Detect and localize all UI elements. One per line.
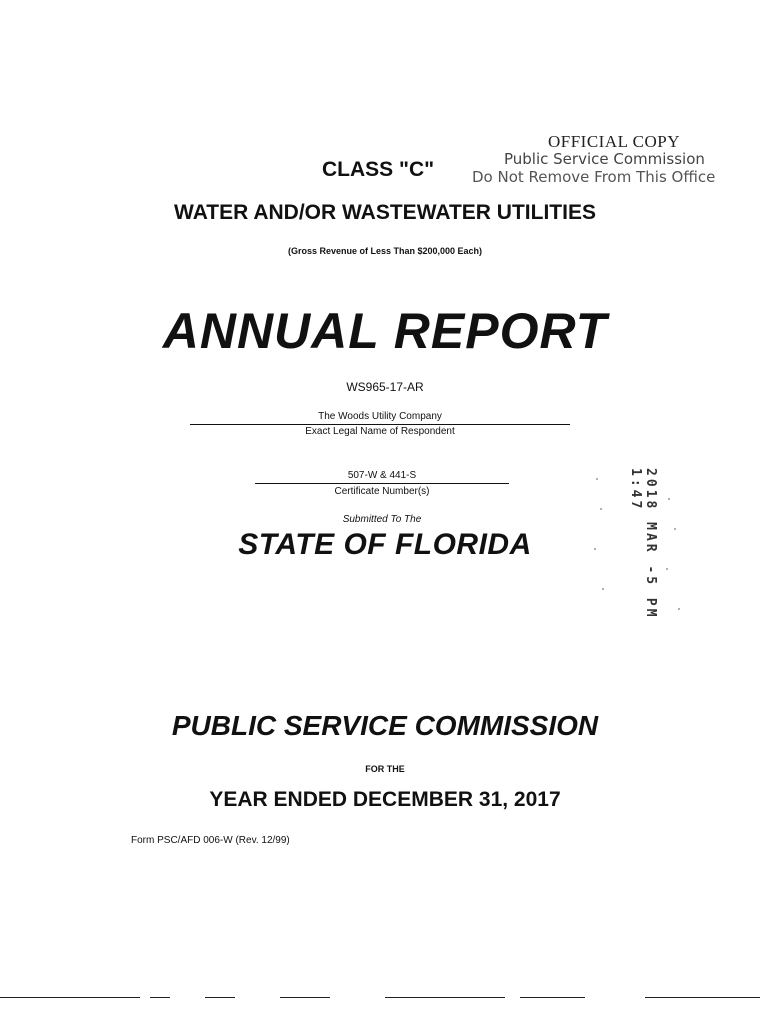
stamp-line-do-not-remove: Do Not Remove From This Office	[472, 168, 716, 186]
stamp-speck	[602, 588, 604, 590]
respondent-rule	[190, 424, 570, 425]
submitted-to-label: Submitted To The	[342, 514, 422, 525]
date-stamp-text: 2018 MAR -5 PM 1:47	[628, 468, 658, 620]
respondent-name: The Woods Utility Company	[318, 411, 442, 422]
form-number: Form PSC/AFD 006-W (Rev. 12/99)	[131, 835, 290, 846]
footer-rule	[150, 997, 170, 998]
state-name: STATE OF FLORIDA	[238, 528, 532, 561]
respondent-label: Exact Legal Name of Respondent	[305, 426, 455, 437]
footer-rule	[385, 997, 505, 998]
report-id: WS965-17-AR	[346, 380, 424, 394]
commission-heading: PUBLIC SERVICE COMMISSION	[171, 710, 599, 741]
official-copy-stamp	[470, 132, 770, 202]
stamp-line-commission: Public Service Commission	[504, 150, 705, 168]
stamp-speck	[600, 508, 602, 510]
stamp-speck	[666, 568, 668, 570]
footer-rule	[0, 997, 140, 998]
report-title: ANNUAL REPORT	[162, 303, 608, 359]
footer-rule	[645, 997, 760, 998]
stamp-speck	[596, 478, 598, 480]
utilities-heading: WATER AND/OR WASTEWATER UTILITIES	[174, 201, 596, 224]
received-date-stamp	[588, 468, 688, 628]
gross-revenue-note: (Gross Revenue of Less Than $200,000 Each)	[287, 246, 483, 256]
year-ended-heading: YEAR ENDED DECEMBER 31, 2017	[209, 788, 561, 811]
stamp-speck	[674, 528, 676, 530]
stamp-speck	[678, 608, 680, 610]
stamp-speck	[594, 548, 596, 550]
class-heading: CLASS "C"	[322, 158, 435, 181]
certificate-numbers: 507-W & 441-S	[347, 470, 417, 481]
footer-rule	[520, 997, 585, 998]
footer-rule	[280, 997, 330, 998]
certificate-rule	[255, 483, 509, 484]
certificate-label: Certificate Number(s)	[334, 486, 430, 497]
footer-rule	[205, 997, 235, 998]
stamp-speck	[668, 498, 670, 500]
for-the-label: FOR THE	[365, 764, 405, 774]
stamp-line-official-copy: OFFICIAL COPY	[548, 132, 680, 151]
